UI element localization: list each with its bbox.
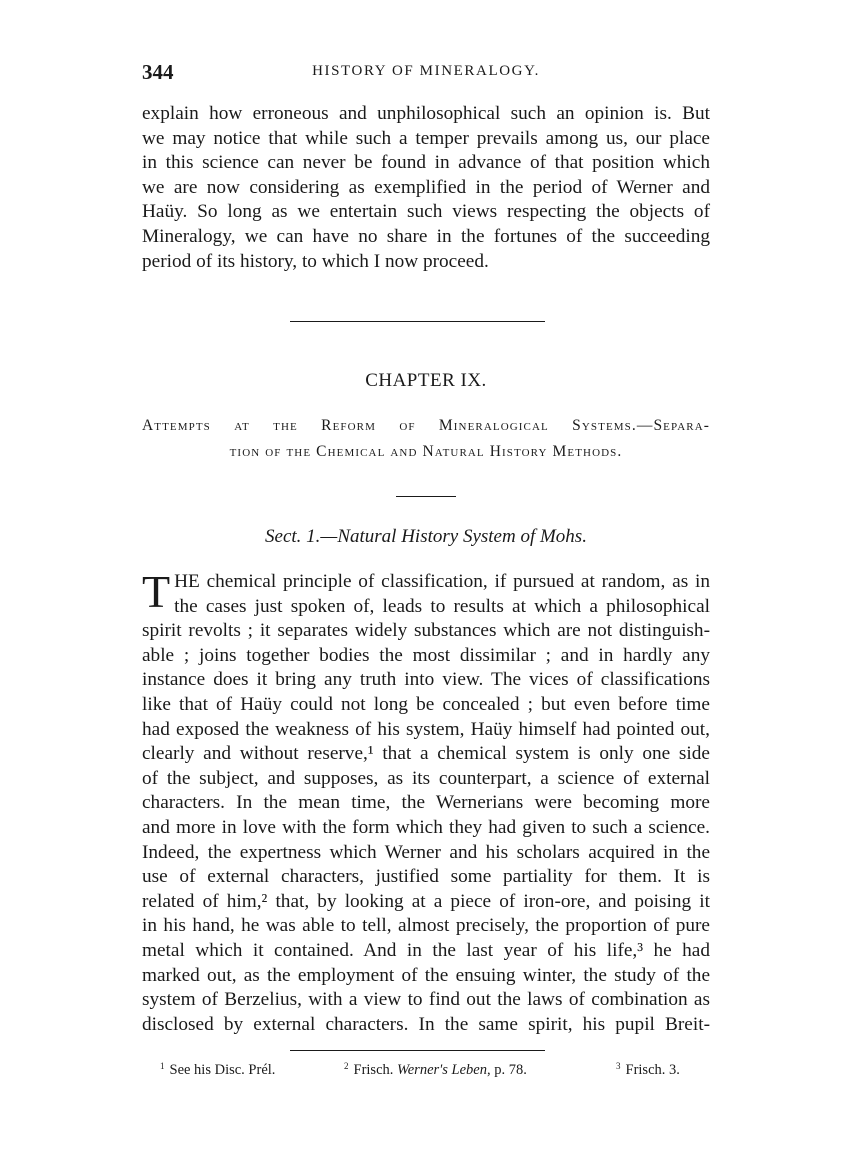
text-line: HE chemical principle of classification, if pursued at random, as in (174, 571, 710, 592)
text-line: instance does it bring any truth into view. The vices of classifications (142, 669, 710, 691)
text-line: Indeed, the expertness which Werner and his scholars acquired in the (142, 841, 710, 863)
chapter-title: CHAPTER IX. (365, 370, 487, 391)
text-line: use of external characters, justified some partiality for them. It is (142, 866, 710, 888)
intro-paragraph (142, 102, 710, 274)
footnote-text: , p. 78. (486, 1062, 527, 1078)
chapter-subtitle (142, 413, 710, 465)
text-line: Mineralogy, we can have no share in the fortunes of the succeeding (142, 225, 710, 247)
text-line: clearly and without reserve,¹ that a chemical system is only one side (142, 743, 710, 765)
footnotes (142, 1061, 710, 1085)
footnote-text: See his Disc. Prél. (169, 1062, 276, 1078)
footnote-1 (160, 1061, 275, 1079)
text-line: had exposed the weakness of his system, Haüy himself had pointed out, (142, 718, 710, 740)
text-line: period of its history, to which I now proceed. (142, 250, 489, 272)
text-line: of the subject, and supposes, as its counterpart, a science of external (142, 767, 710, 789)
footnote-2 (344, 1061, 527, 1079)
text-line: we are now considering as exemplified in the period of Werner and (142, 176, 710, 198)
text-line: related of him,² that, by looking at a piece of iron-ore, and poising it (142, 890, 710, 912)
running-head (142, 60, 710, 88)
footnote-italic-title: Werner's Leben (397, 1062, 487, 1078)
footnote-marker: 1 (160, 1061, 165, 1071)
main-paragraph (142, 566, 710, 1037)
text-line: and more in love with the form which they had given to such a science. (142, 816, 710, 838)
drop-cap: T (142, 566, 171, 617)
text-line: Haüy. So long as we entertain such views respecting the objects of (142, 201, 710, 223)
running-title: HISTORY OF MINERALOGY. (312, 63, 540, 79)
text-line: metal which it contained. And in the last year of his life,³ he had (142, 939, 710, 961)
text-line: spirit revolts ; it separates widely substances which are not distinguish- (142, 620, 710, 642)
footnote-text: Frisch. (353, 1062, 394, 1078)
text-line: able ; joins together bodies the most dissimilar ; and in hardly any (142, 644, 710, 666)
text-line: in this science can never be found in advance of that position which (142, 152, 710, 174)
text-line: marked out, as the employment of the ensuing winter, the study of the (142, 964, 710, 986)
text-line: explain how erroneous and unphilosophical such an opinion is. But (142, 103, 710, 124)
chapter-subtitle-line: tion of the Chemical and Natural History Methods. (229, 443, 623, 460)
footnote-3 (616, 1061, 680, 1079)
text-line: we may notice that while such a temper prevails among us, our place (142, 127, 710, 149)
section-title: Sect. 1.—Natural History System of Mohs. (265, 526, 587, 547)
chapter-subtitle-line: Attempts at the Reform of Mineralogical Systems.—Separa- (142, 417, 710, 434)
text-line: in his hand, he was able to tell, almost precisely, the proportion of pure (142, 915, 710, 937)
section-divider-rule (290, 321, 545, 322)
text-line: disclosed by external characters. In the same spirit, his pupil Breit- (142, 1013, 710, 1035)
short-divider-rule (396, 496, 456, 497)
text-line: characters. In the mean time, the Wernerians were becoming more (142, 792, 710, 814)
text-line: like that of Haüy could not long be concealed ; but even before time (142, 693, 710, 715)
footnote-marker: 3 (616, 1061, 621, 1071)
text-line: the cases just spoken of, leads to results at which a philosophical (174, 595, 710, 617)
footnote-marker: 2 (344, 1061, 349, 1071)
text-line: system of Berzelius, with a view to find out the laws of combination as (142, 989, 710, 1011)
page-number: 344 (142, 60, 174, 84)
footnote-rule (290, 1050, 545, 1051)
footnote-text: Frisch. 3. (625, 1062, 680, 1078)
